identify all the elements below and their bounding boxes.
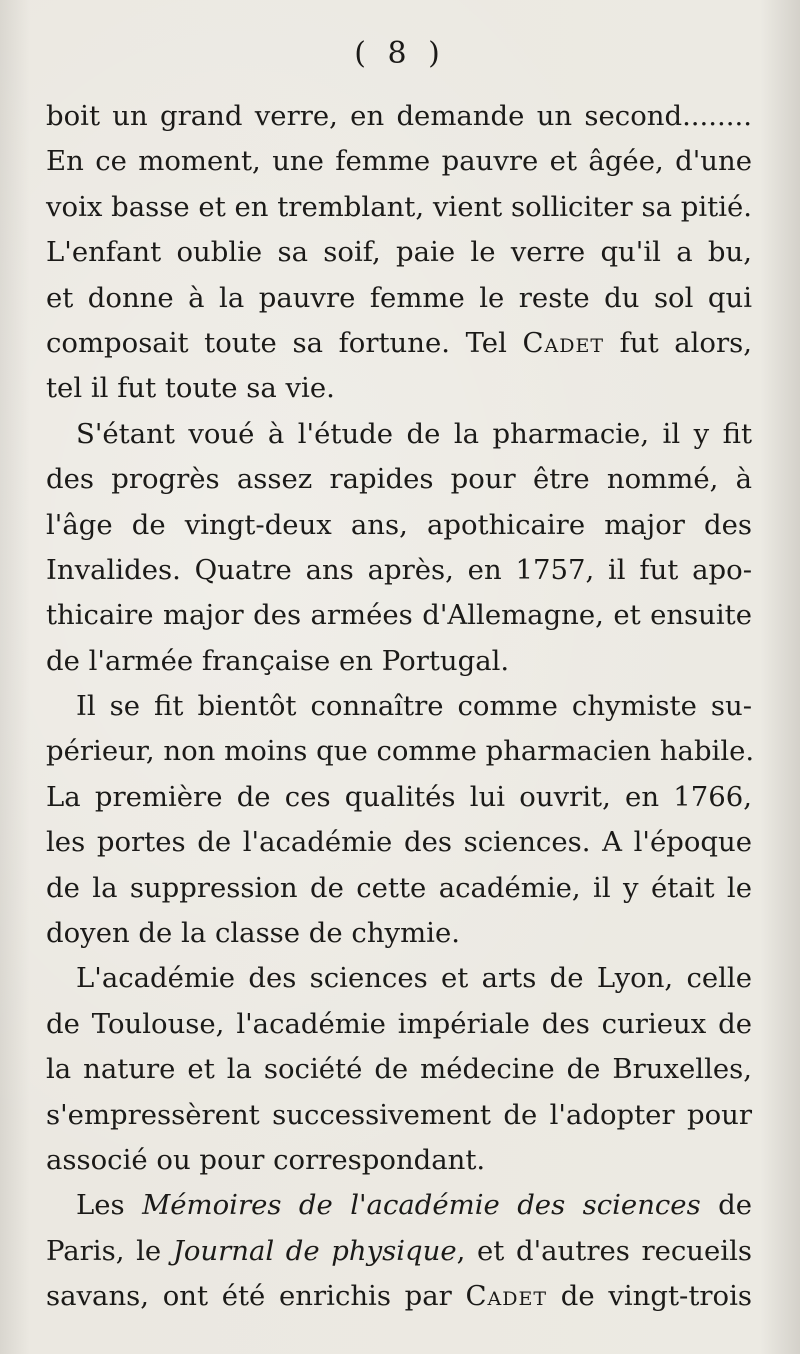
text-line xyxy=(46,1229,752,1274)
text-line: L'enfant oublie sa soif, paie le verre qu'il a bu, xyxy=(46,236,752,269)
italic-title: Journal de physique xyxy=(172,1234,457,1267)
text-line: s'empressèrent successivement de l'adopter pour xyxy=(46,1098,752,1131)
text-line: les portes de l'académie des sciences. A l'époque xyxy=(46,826,752,859)
body-text xyxy=(46,94,755,1320)
text-line: doyen de la classe de chymie. xyxy=(46,917,460,950)
text-line: En ce moment, une femme pauvre et âgée, d'une xyxy=(46,145,752,178)
line-segment: de vingt-trois xyxy=(547,1280,752,1313)
text-line: des progrès assez rapides pour être nommé, à xyxy=(46,463,752,496)
text-line: Il se fit bientôt connaître comme chymiste su- xyxy=(76,690,752,723)
line-segment: Les xyxy=(76,1189,143,1222)
text-line: de Toulouse, l'académie impériale des curieux de xyxy=(46,1007,752,1040)
line-segment: de xyxy=(700,1189,753,1222)
line-segment: composait toute sa fortune. Tel xyxy=(46,326,523,359)
text-line: tel il fut toute sa vie. xyxy=(46,372,335,405)
page-number: ( 8 ) xyxy=(354,36,446,71)
text-line xyxy=(46,321,752,366)
text-line: associé ou pour correspondant. xyxy=(46,1143,486,1176)
text-line: l'âge de vingt-deux ans, apothicaire major des xyxy=(46,508,752,541)
text-line: boit un grand verre, en demande un second........ xyxy=(46,100,752,132)
text-line: et donne à la pauvre femme le reste du sol qui xyxy=(46,281,752,314)
text-line: de la suppression de cette académie, il y était le xyxy=(46,871,752,904)
small-caps-name: Cadet xyxy=(522,326,605,359)
text-line: la nature et la société de médecine de Bruxelles, xyxy=(46,1053,752,1086)
line-segment: , et d'autres recueils xyxy=(456,1234,752,1267)
text-line: S'étant voué à l'étude de la pharmacie, il y fit xyxy=(76,417,752,450)
text-line: périeur, non moins que comme pharmacien habile. xyxy=(46,735,755,768)
italic-title: Mémoires de l'académie des sciences xyxy=(142,1189,701,1222)
small-caps-name: Cadet xyxy=(465,1280,548,1313)
text-line: voix basse et en tremblant, vient solliciter sa pitié. xyxy=(46,190,752,223)
line-segment: fut alors, xyxy=(604,326,752,359)
text-line: thicaire major des armées d'Allemagne, et ensuite xyxy=(46,599,752,632)
line-segment: Paris, le xyxy=(46,1234,173,1267)
text-line: Invalides. Quatre ans après, en 1757, il fut apo- xyxy=(46,553,752,586)
text-line: L'académie des sciences et arts de Lyon, celle xyxy=(76,962,752,995)
text-line xyxy=(46,1274,752,1319)
text-line: de l'armée française en Portugal. xyxy=(46,644,510,677)
text-line xyxy=(46,1183,752,1228)
text-line: La première de ces qualités lui ouvrit, en 1766, xyxy=(46,780,752,813)
line-segment: savans, ont été enrichis par xyxy=(46,1280,466,1313)
